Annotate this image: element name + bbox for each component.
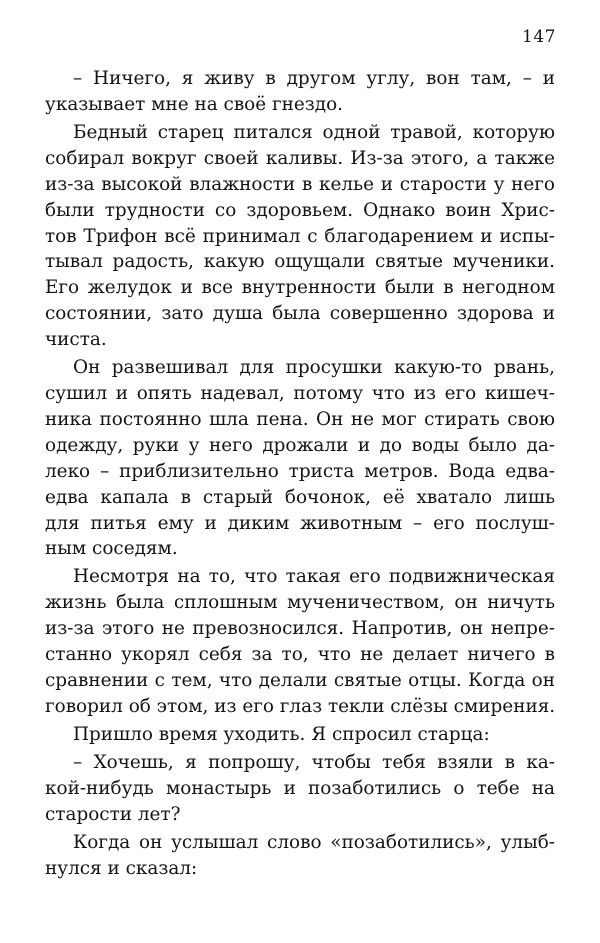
text-line: для питья ему и диким животным – его послуш- <box>45 512 555 534</box>
text-line: указывает мне на своё гнездо. <box>45 93 344 115</box>
text-line: – Хочешь, я попрошу, чтобы тебя взяли в ка- <box>73 752 555 774</box>
page-number: 147 <box>522 27 556 47</box>
text-line: сравнении с тем, что делали святые отцы. Когда он <box>45 670 555 692</box>
text-line: были трудности со здоровьем. Однако воин Хрис- <box>45 199 555 221</box>
text-line: состоянии, зато душа была совершенно здорова и <box>45 303 555 325</box>
text-line: Несмотря на то, что такая его подвижническая <box>73 566 555 588</box>
paragraph <box>45 564 555 719</box>
text-line: собирал вокруг своей каливы. Из-за этого, а также <box>45 147 555 169</box>
paragraph <box>45 355 555 562</box>
text-line: леко – приблизительно триста метров. Вода едва- <box>45 460 555 482</box>
text-line: одежду, руки у него дрожали и до воды было да- <box>45 434 555 456</box>
text-line: нулся и сказал: <box>45 857 198 879</box>
body-text <box>45 66 555 882</box>
paragraph <box>45 830 555 882</box>
paragraph <box>45 722 555 748</box>
text-line: чиста. <box>45 329 107 351</box>
text-line: из-за этого не превозносился. Напротив, он непре- <box>45 618 555 640</box>
text-line: Он развешивал для просушки какую-то рвань, <box>73 357 555 379</box>
text-line: жизнь была сплошным мученичеством, он ничуть <box>45 592 555 614</box>
text-line: – Ничего, я живу в другом углу, вон там, – и <box>73 68 555 89</box>
paragraph <box>45 120 555 353</box>
text-line: ным соседям. <box>45 538 178 560</box>
text-line: Его желудок и все внутренности были в негодном <box>45 277 555 299</box>
paragraph <box>45 66 555 118</box>
text-line: тов Трифон всё принимал с благодарением и испы- <box>45 225 555 247</box>
text-line: Когда он услышал слово «позаботились», улыб- <box>73 831 555 853</box>
text-line: Пришло время уходить. Я спросил старца: <box>73 724 490 746</box>
text-line: едва капала в старый бочонок, её хватало лишь <box>45 486 555 508</box>
text-line: Бедный старец питался одной травой, которую <box>73 121 555 143</box>
text-line: ника постоянно шла пена. Он не мог стирать свою <box>45 408 555 430</box>
text-line: кой-нибудь монастырь и позаботились о тебе на <box>45 777 555 799</box>
text-line: тывал радость, какую ощущали святые мученики. <box>45 251 555 273</box>
text-line: сушил и опять надевал, потому что из его кишеч- <box>45 383 555 405</box>
text-line: старости лет? <box>45 803 181 825</box>
text-line: станно укорял себя за то, что не делает ничего в <box>45 644 555 666</box>
text-line: из-за высокой влажности в келье и старости у него <box>45 173 555 195</box>
text-line: говорил об этом, из его глаз текли слёзы смирения. <box>45 695 556 717</box>
paragraph <box>45 750 555 828</box>
